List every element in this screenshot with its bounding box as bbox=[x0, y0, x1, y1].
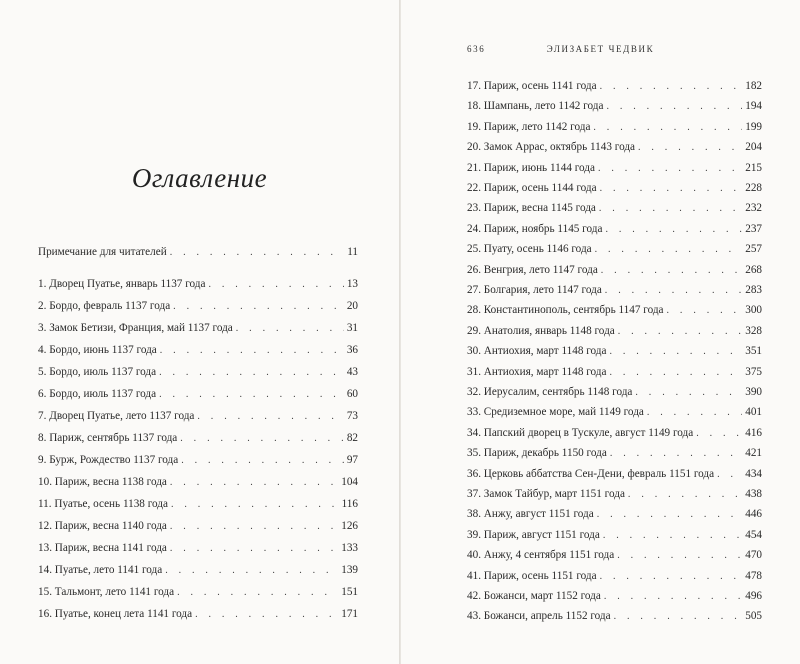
dot-leader bbox=[628, 486, 742, 504]
toc-entry-label: 9. Бурж, Рождество 1137 года bbox=[38, 453, 179, 466]
toc-entry-page: 454 bbox=[745, 528, 762, 541]
dot-leader bbox=[181, 452, 344, 470]
toc-entry-page: 133 bbox=[341, 541, 358, 554]
dot-leader bbox=[173, 298, 344, 316]
toc-entry-label: 15. Тальмонт, лето 1141 года bbox=[38, 585, 175, 598]
toc-entry bbox=[467, 261, 762, 279]
dot-leader bbox=[159, 364, 344, 382]
toc-entry bbox=[38, 451, 358, 469]
toc-entry-label: 4. Бордо, июнь 1137 года bbox=[38, 343, 157, 356]
dot-leader bbox=[609, 364, 742, 382]
dot-leader bbox=[593, 119, 742, 137]
toc-entry bbox=[38, 517, 358, 535]
toc-entry-page: 20 bbox=[346, 299, 358, 312]
toc-entry-label: 38. Анжу, август 1151 года bbox=[467, 508, 594, 521]
dot-leader bbox=[600, 78, 743, 96]
toc-entry-page: 421 bbox=[745, 447, 762, 460]
toc-entry-label: 35. Париж, декабрь 1150 года bbox=[467, 447, 607, 460]
toc-entry-page: 268 bbox=[745, 263, 762, 276]
toc-entry bbox=[467, 97, 762, 115]
toc-entry bbox=[467, 465, 762, 483]
toc-entry bbox=[467, 220, 762, 238]
toc-entry-page: 11 bbox=[347, 246, 358, 258]
toc-list-right bbox=[467, 77, 762, 623]
toc-entry-label: 5. Бордо, июль 1137 года bbox=[38, 365, 157, 378]
toc-entry-label: 37. Замок Тайбур, март 1151 года bbox=[467, 488, 625, 500]
toc-entry-page: 283 bbox=[745, 284, 762, 296]
toc-entry-label: 18. Шампань, лето 1142 года bbox=[467, 100, 604, 113]
toc-entry-label: 43. Божанси, апрель 1152 года bbox=[467, 610, 611, 623]
left-page bbox=[0, 0, 399, 664]
toc-entry-label: 14. Пуатье, лето 1141 года bbox=[38, 563, 163, 576]
dot-leader bbox=[599, 200, 742, 218]
toc-entry-page: 351 bbox=[745, 345, 762, 358]
toc-entry-page: 182 bbox=[745, 80, 762, 92]
toc-entry bbox=[38, 407, 358, 425]
toc-entry-page: 505 bbox=[745, 610, 762, 623]
toc-entry bbox=[467, 526, 762, 544]
toc-entry-label: 28. Константинополь, сентябрь 1147 года bbox=[467, 304, 664, 317]
toc-entry-label: 7. Дворец Пуатье, лето 1137 года bbox=[38, 409, 195, 422]
dot-leader bbox=[667, 302, 743, 320]
toc-entry bbox=[38, 297, 358, 315]
toc-entry-label: 30. Антиохия, март 1148 года bbox=[467, 345, 607, 358]
toc-entry-page: 257 bbox=[745, 243, 762, 256]
toc-entry-page: 36 bbox=[346, 343, 358, 356]
toc-entry-page: 215 bbox=[745, 161, 762, 174]
toc-entry-label: 2. Бордо, февраль 1137 года bbox=[38, 299, 171, 312]
toc-entry bbox=[467, 607, 762, 625]
toc-entry-page: 104 bbox=[341, 475, 358, 488]
toc-entry bbox=[38, 605, 358, 623]
dot-leader bbox=[597, 506, 742, 524]
dot-leader bbox=[717, 466, 742, 484]
toc-entry-page: 204 bbox=[745, 141, 762, 154]
toc-entry-page: 116 bbox=[341, 497, 358, 510]
toc-entry-label: 8. Париж, сентябрь 1137 года bbox=[38, 431, 178, 444]
toc-entry-page: 171 bbox=[341, 607, 358, 620]
dot-leader bbox=[236, 320, 344, 338]
toc-entry-label: 17. Париж, осень 1141 года bbox=[467, 80, 597, 92]
toc-entry-page: 496 bbox=[745, 590, 762, 602]
toc-entry-page: 151 bbox=[341, 585, 358, 598]
toc-entry-page: 97 bbox=[346, 453, 358, 466]
toc-entry-page: 73 bbox=[346, 409, 358, 422]
toc-entry-page: 470 bbox=[745, 549, 762, 562]
toc-entry-label: 6. Бордо, июль 1137 года bbox=[38, 387, 157, 400]
toc-entry bbox=[38, 583, 358, 601]
toc-entry-label: 3. Замок Бетизи, Франция, май 1137 года bbox=[38, 321, 233, 334]
dot-leader bbox=[603, 527, 742, 545]
toc-entry-page: 60 bbox=[346, 387, 358, 400]
toc-entry bbox=[467, 199, 762, 217]
toc-entry-page: 401 bbox=[745, 406, 762, 419]
toc-entry-page: 228 bbox=[745, 182, 762, 194]
dot-leader bbox=[170, 540, 338, 558]
dot-leader bbox=[604, 588, 742, 606]
toc-entry-page: 82 bbox=[346, 431, 358, 444]
toc-entry bbox=[38, 495, 358, 513]
toc-entry bbox=[467, 444, 762, 462]
dot-leader bbox=[197, 408, 343, 426]
toc-entry bbox=[467, 546, 762, 564]
page-number: 636 bbox=[467, 44, 486, 54]
running-head bbox=[401, 44, 800, 58]
toc-entry-page: 126 bbox=[341, 519, 358, 532]
dot-leader bbox=[638, 139, 742, 157]
toc-entry-label: 36. Церковь аббатства Сен-Дени, февраль 1151 года bbox=[467, 467, 715, 480]
toc-entry-page: 139 bbox=[341, 563, 358, 576]
dot-leader bbox=[159, 386, 344, 404]
toc-entry-page: 390 bbox=[745, 386, 762, 398]
toc-entry bbox=[38, 473, 358, 491]
toc-entry-page: 446 bbox=[745, 508, 762, 521]
dot-leader bbox=[605, 221, 742, 239]
toc-note-entry bbox=[38, 243, 358, 261]
toc-entry bbox=[38, 275, 358, 293]
toc-entry bbox=[38, 363, 358, 381]
toc-entry bbox=[467, 179, 762, 197]
toc-entry-label: 11. Пуатье, осень 1138 года bbox=[38, 497, 168, 510]
toc-entry bbox=[467, 424, 762, 442]
dot-leader bbox=[618, 323, 742, 341]
toc-entry bbox=[38, 341, 358, 359]
dot-leader bbox=[617, 547, 742, 565]
toc-entry-label: 32. Иерусалим, сентябрь 1148 года bbox=[467, 386, 633, 398]
toc-entry bbox=[467, 281, 762, 299]
toc-entry bbox=[467, 138, 762, 156]
toc-entry-label: 34. Папский дворец в Тускуле, август 1149 года bbox=[467, 426, 694, 439]
toc-entry-page: 194 bbox=[745, 100, 762, 113]
toc-entry-label: 27. Болгария, лето 1147 года bbox=[467, 284, 602, 296]
dot-leader bbox=[614, 608, 743, 626]
toc-entry-page: 328 bbox=[745, 324, 762, 337]
toc-entry bbox=[38, 319, 358, 337]
dot-leader bbox=[605, 282, 742, 300]
dot-leader bbox=[696, 425, 742, 443]
toc-entry bbox=[467, 240, 762, 258]
dot-leader bbox=[180, 430, 344, 448]
toc-entry-label: 1. Дворец Пуатье, январь 1137 года bbox=[38, 277, 206, 290]
toc-entry-label: 29. Анатолия, январь 1148 года bbox=[467, 324, 615, 337]
toc-entry-page: 416 bbox=[745, 426, 762, 439]
toc-entry bbox=[38, 385, 358, 403]
toc-entry-label: 42. Божанси, март 1152 года bbox=[467, 590, 601, 602]
toc-entry-label: 10. Париж, весна 1138 года bbox=[38, 475, 167, 488]
toc-entry bbox=[467, 505, 762, 523]
dot-leader bbox=[177, 584, 338, 602]
toc-entry bbox=[467, 322, 762, 340]
toc-entry-label: 19. Париж, лето 1142 года bbox=[467, 120, 591, 133]
dot-leader bbox=[598, 160, 742, 178]
toc-entry bbox=[38, 429, 358, 447]
dot-leader bbox=[595, 241, 743, 259]
dot-leader bbox=[170, 518, 338, 536]
toc-entry-page: 43 bbox=[346, 365, 358, 378]
toc-entry-label: 41. Париж, осень 1151 года bbox=[467, 569, 597, 582]
dot-leader bbox=[610, 445, 742, 463]
toc-entry-label: 13. Париж, весна 1141 года bbox=[38, 541, 167, 554]
toc-entry bbox=[467, 587, 762, 605]
dot-leader bbox=[170, 244, 345, 262]
toc-entry-label: 31. Антиохия, март 1148 года bbox=[467, 365, 607, 378]
toc-title: Оглавление bbox=[131, 163, 268, 193]
toc-entry-label: 26. Венгрия, лето 1147 года bbox=[467, 263, 598, 276]
toc-entry-label: 39. Париж, август 1151 года bbox=[467, 528, 600, 541]
toc-entry bbox=[467, 363, 762, 381]
toc-entry-label: 23. Париж, весна 1145 года bbox=[467, 202, 596, 215]
toc-entry-label: 12. Париж, весна 1140 года bbox=[38, 519, 167, 532]
dot-leader bbox=[601, 262, 742, 280]
dot-leader bbox=[170, 474, 338, 492]
toc-entry-page: 232 bbox=[745, 202, 762, 215]
toc-entry bbox=[38, 561, 358, 579]
dot-leader bbox=[160, 342, 344, 360]
dot-leader bbox=[600, 180, 743, 198]
dot-leader bbox=[609, 343, 742, 361]
dot-leader bbox=[171, 496, 339, 514]
toc-entry-label: 25. Пуату, осень 1146 года bbox=[467, 243, 592, 256]
toc-entry-label: 22. Париж, осень 1144 года bbox=[467, 182, 597, 194]
toc-entry-page: 375 bbox=[745, 365, 762, 378]
dot-leader bbox=[165, 562, 338, 580]
dot-leader bbox=[647, 404, 742, 422]
dot-leader bbox=[208, 276, 343, 294]
toc-entry bbox=[467, 342, 762, 360]
toc-list-left bbox=[38, 243, 358, 623]
toc-entry-label: Примечание для читателей bbox=[38, 246, 167, 258]
toc-entry-page: 300 bbox=[745, 304, 762, 317]
toc-entry bbox=[467, 403, 762, 421]
toc-entry-label: 40. Анжу, 4 сентября 1151 года bbox=[467, 549, 615, 562]
toc-entry bbox=[38, 539, 358, 557]
toc-entry bbox=[467, 77, 762, 95]
toc-entry-label: 20. Замок Аррас, октябрь 1143 года bbox=[467, 141, 635, 154]
dot-leader bbox=[635, 384, 742, 402]
toc-entry bbox=[467, 118, 762, 136]
dot-leader bbox=[606, 98, 742, 116]
toc-entry bbox=[467, 567, 762, 585]
toc-entry-page: 434 bbox=[745, 467, 762, 480]
toc-entry bbox=[467, 159, 762, 177]
toc-entry-label: 21. Париж, июнь 1144 года bbox=[467, 161, 595, 174]
toc-entry-page: 478 bbox=[745, 569, 762, 582]
dot-leader bbox=[195, 606, 338, 624]
toc-entry-page: 13 bbox=[346, 277, 358, 290]
toc-entry-label: 33. Средиземное море, май 1149 года bbox=[467, 406, 644, 419]
toc-entry-label: 24. Париж, ноябрь 1145 года bbox=[467, 222, 603, 235]
dot-leader bbox=[600, 568, 743, 586]
right-page bbox=[401, 0, 800, 664]
toc-entry-page: 237 bbox=[745, 222, 762, 235]
toc-entry bbox=[467, 383, 762, 401]
toc-entry bbox=[467, 301, 762, 319]
toc-entry-page: 31 bbox=[346, 321, 358, 334]
author-name: ЭЛИЗАБЕТ ЧЕДВИК bbox=[546, 44, 655, 54]
toc-entry-page: 199 bbox=[745, 120, 762, 133]
toc-entry bbox=[467, 485, 762, 503]
toc-entry-page: 438 bbox=[745, 488, 762, 500]
toc-entry-label: 16. Пуатье, конец лета 1141 года bbox=[38, 607, 193, 620]
